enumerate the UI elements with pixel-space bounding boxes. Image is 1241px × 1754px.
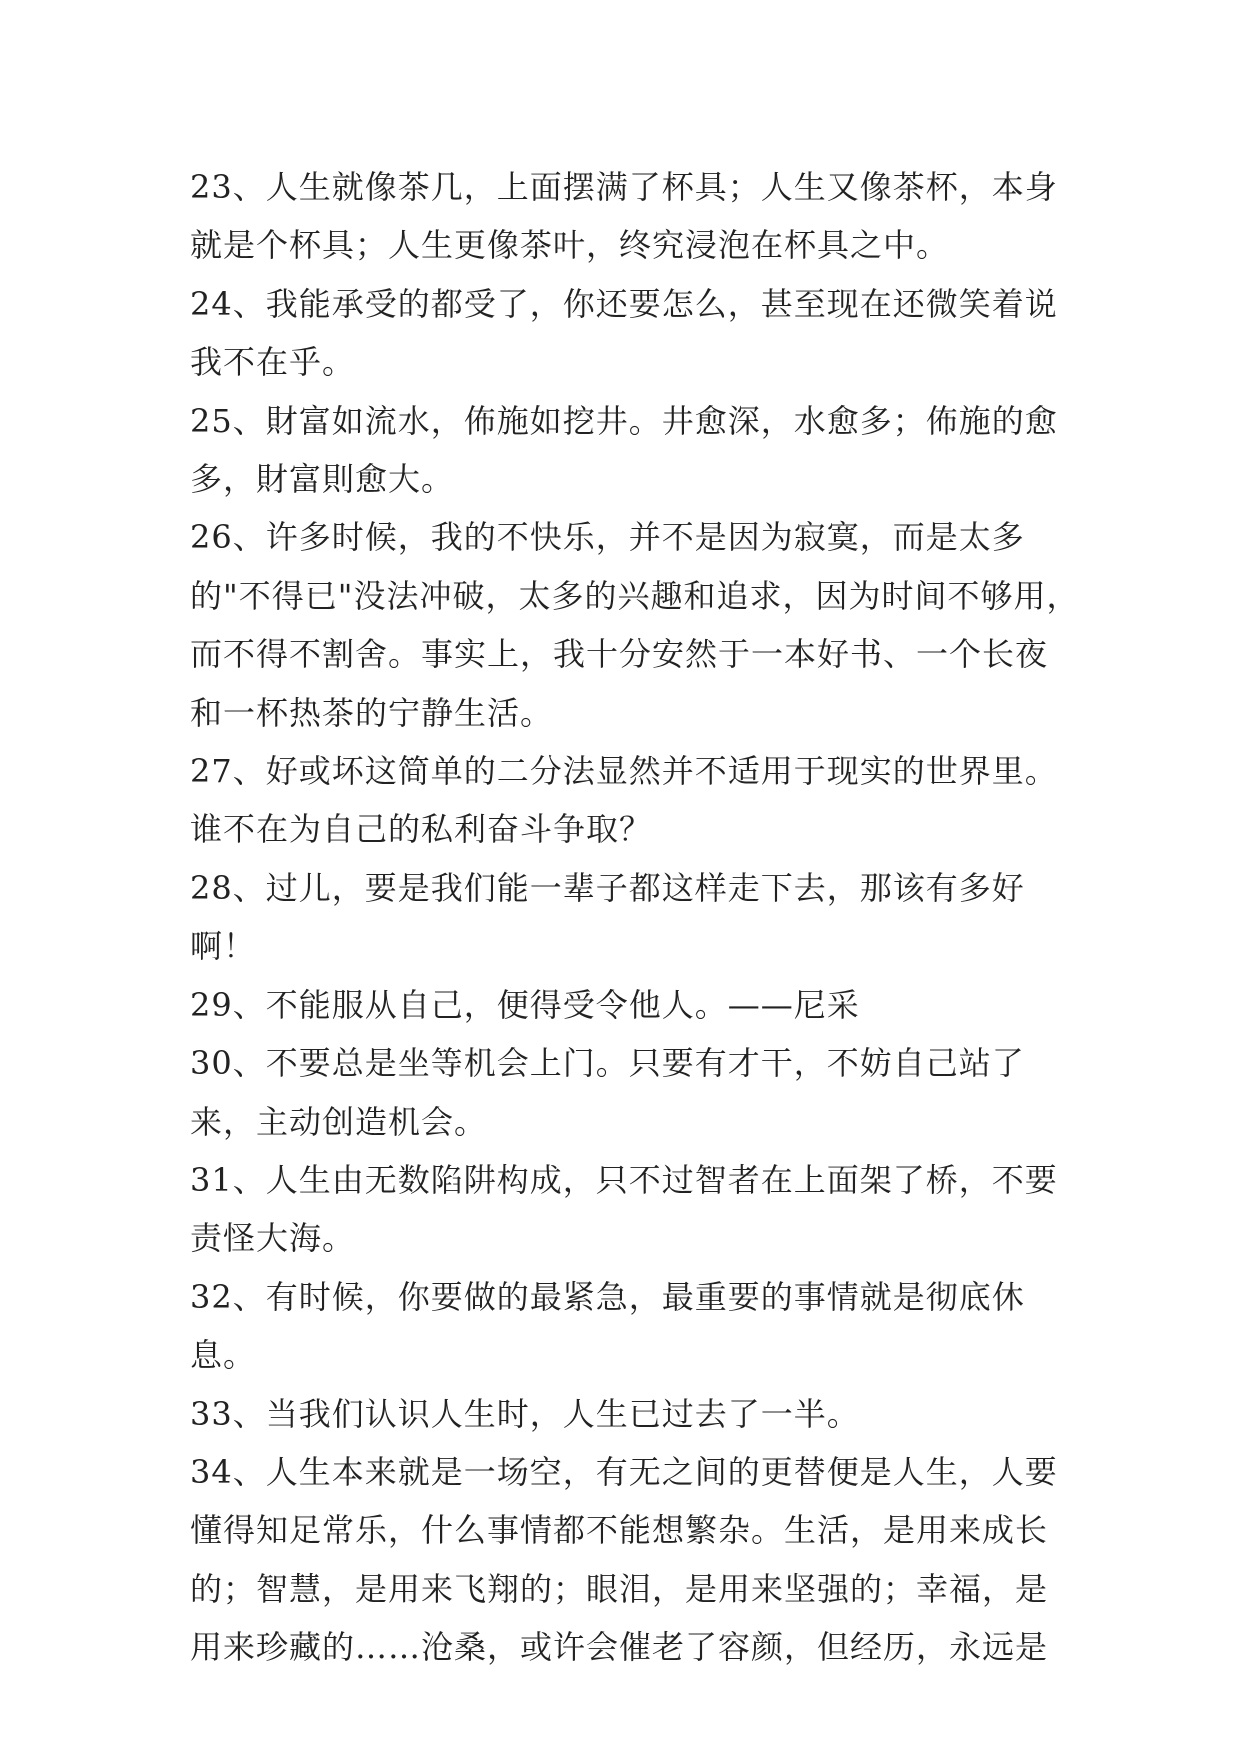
quote-paragraph-31: 31、人生由无数陷阱构成，只不过智者在上面架了桥，不要责怪大海。 (190, 1160, 1058, 1258)
quote-paragraph-25: 25、財富如流水，佈施如挖井。井愈深，水愈多；佈施的愈多，財富則愈大。 (190, 401, 1058, 499)
quote-paragraph-33: 33、当我们认识人生时，人生已过去了一半。 (190, 1394, 860, 1433)
quote-paragraph-29: 29、不能服从自己，便得受令他人。——尼采 (190, 985, 860, 1024)
quote-paragraph-27: 27、好或坏这简单的二分法显然并不适用于现实的世界里。谁不在为自己的私利奋斗争取？ (190, 752, 1058, 849)
quote-paragraph-28: 28、过儿，要是我们能一辈子都这样走下去，那该有多好啊！ (190, 868, 1025, 966)
quote-paragraph-24: 24、我能承受的都受了，你还要怎么，甚至现在还微笑着说我不在乎。 (190, 284, 1058, 382)
quote-paragraph-32: 32、有时候，你要做的最紧急，最重要的事情就是彻底休息。 (190, 1277, 1025, 1375)
quote-paragraph-30: 30、不要总是坐等机会上门。只要有才干，不妨自己站了来，主动创造机会。 (190, 1044, 1025, 1141)
document-body (190, 158, 1080, 1677)
quote-paragraph-26: 26、许多时候，我的不快乐，并不是因为寂寞，而是太多的"不得已"没法冲破，太多的兴趣和追求，因为时间不够用，而不得不割舍。事实上，我十分安然于一本好书、一个长夜和一杯热茶的宁静生活。 (190, 518, 1080, 732)
quote-paragraph-34: 34、人生本来就是一场空，有无之间的更替便是人生，人要懂得知足常乐，什么事情都不能想繁杂。生活，是用来成长的；智慧，是用来飞翔的；眼泪，是用来坚强的；幸福，是用来珍藏的……沧桑，或许会催老了容颜，但经历，永远是 (190, 1452, 1058, 1667)
quote-paragraph-23: 23、人生就像茶几，上面摆满了杯具；人生又像茶杯，本身就是个杯具；人生更像茶叶，终究浸泡在杯具之中。 (190, 168, 1058, 265)
